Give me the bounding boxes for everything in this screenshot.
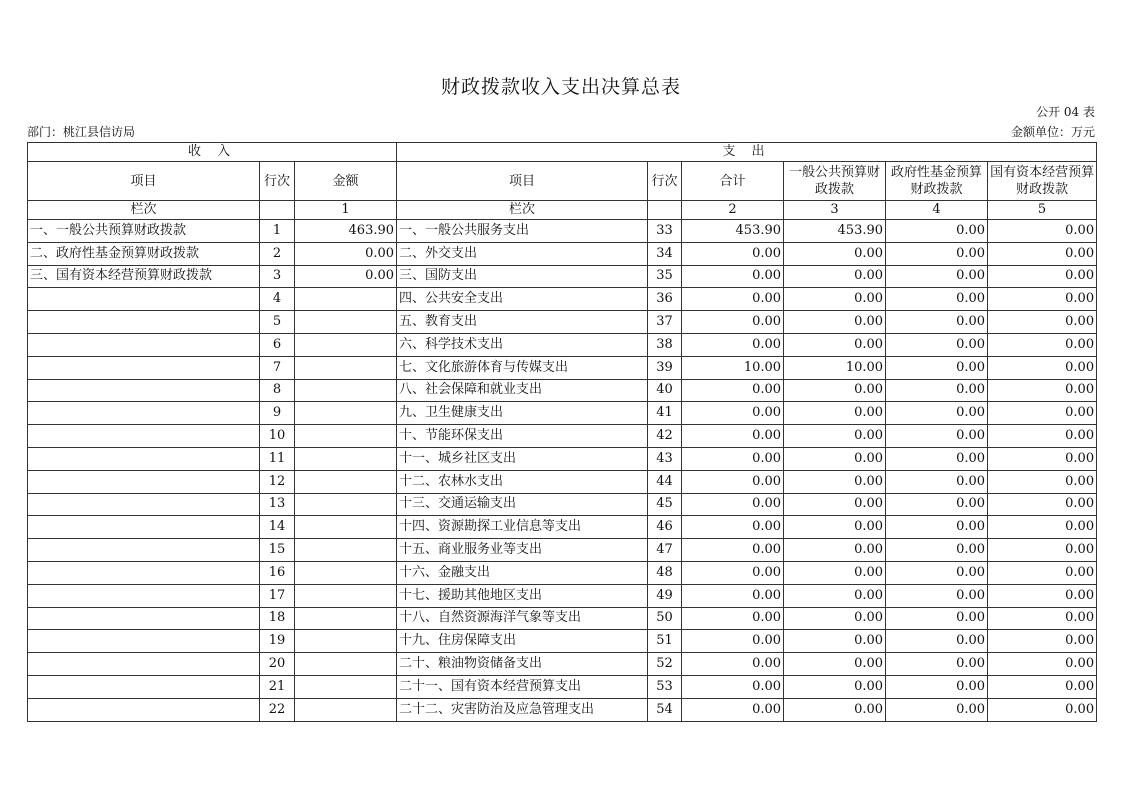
expense-line-cell: 54 xyxy=(648,698,682,721)
income-line-cell: 9 xyxy=(260,402,295,425)
income-item-cell xyxy=(28,425,260,448)
table-body xyxy=(28,220,1097,722)
income-amount-header: 金额 xyxy=(295,162,397,201)
total-cell: 0.00 xyxy=(682,333,784,356)
column-number-5: 5 xyxy=(988,201,1097,220)
total-cell: 0.00 xyxy=(682,493,784,516)
general-budget-cell: 0.00 xyxy=(784,630,886,653)
table-row xyxy=(28,288,1097,311)
state-capital-cell: 0.00 xyxy=(988,584,1097,607)
general-budget-cell: 10.00 xyxy=(784,356,886,379)
total-cell: 0.00 xyxy=(682,516,784,539)
income-amount-cell xyxy=(295,493,397,516)
income-amount-cell xyxy=(295,379,397,402)
table-row xyxy=(28,561,1097,584)
table-row xyxy=(28,311,1097,334)
expense-item-cell: 十二、农林水支出 xyxy=(397,470,648,493)
income-line-cell: 11 xyxy=(260,447,295,470)
income-line-cell: 2 xyxy=(260,242,295,265)
income-item-cell xyxy=(28,539,260,562)
expense-line-cell: 51 xyxy=(648,630,682,653)
expense-line-cell: 34 xyxy=(648,242,682,265)
income-amount-cell xyxy=(295,311,397,334)
expense-line-cell: 46 xyxy=(648,516,682,539)
income-line-cell: 13 xyxy=(260,493,295,516)
general-budget-cell: 0.00 xyxy=(784,470,886,493)
state-capital-cell: 0.00 xyxy=(988,379,1097,402)
column-number-3: 3 xyxy=(784,201,886,220)
expense-section-header: 支 出 xyxy=(397,143,1097,162)
expense-item-cell: 十九、住房保障支出 xyxy=(397,630,648,653)
income-amount-cell xyxy=(295,333,397,356)
income-line-cell: 20 xyxy=(260,653,295,676)
total-cell: 0.00 xyxy=(682,698,784,721)
income-line-cell: 18 xyxy=(260,607,295,630)
gov-fund-cell: 0.00 xyxy=(886,516,988,539)
expense-item-cell: 十五、商业服务业等支出 xyxy=(397,539,648,562)
income-item-cell xyxy=(28,584,260,607)
table-row xyxy=(28,265,1097,288)
section-header-row xyxy=(28,143,1097,162)
column-number-row xyxy=(28,201,1097,220)
income-item-cell xyxy=(28,447,260,470)
total-cell: 0.00 xyxy=(682,561,784,584)
income-item-cell: 三、国有资本经营预算财政拨款 xyxy=(28,265,260,288)
state-capital-cell: 0.00 xyxy=(988,630,1097,653)
total-cell: 0.00 xyxy=(682,584,784,607)
expense-line-cell: 44 xyxy=(648,470,682,493)
expense-line-cell: 33 xyxy=(648,220,682,243)
total-cell: 0.00 xyxy=(682,379,784,402)
income-line-cell: 3 xyxy=(260,265,295,288)
state-capital-cell: 0.00 xyxy=(988,447,1097,470)
column-header-row xyxy=(28,162,1097,201)
expense-item-cell: 三、国防支出 xyxy=(397,265,648,288)
total-cell: 453.90 xyxy=(682,220,784,243)
general-budget-cell: 453.90 xyxy=(784,220,886,243)
state-capital-cell: 0.00 xyxy=(988,516,1097,539)
income-line-cell: 14 xyxy=(260,516,295,539)
column-number-4: 4 xyxy=(886,201,988,220)
income-item-cell xyxy=(28,402,260,425)
total-cell: 0.00 xyxy=(682,242,784,265)
expense-item-cell: 十、节能环保支出 xyxy=(397,425,648,448)
expense-item-cell: 十七、援助其他地区支出 xyxy=(397,584,648,607)
income-line-cell: 6 xyxy=(260,333,295,356)
expense-line-cell: 48 xyxy=(648,561,682,584)
income-line-cell: 21 xyxy=(260,675,295,698)
income-item-cell xyxy=(28,470,260,493)
total-cell: 0.00 xyxy=(682,607,784,630)
income-amount-cell: 0.00 xyxy=(295,265,397,288)
expense-line-cell: 36 xyxy=(648,288,682,311)
total-cell: 0.00 xyxy=(682,447,784,470)
income-amount-cell xyxy=(295,356,397,379)
state-capital-cell: 0.00 xyxy=(988,402,1097,425)
total-cell: 0.00 xyxy=(682,425,784,448)
general-budget-cell: 0.00 xyxy=(784,311,886,334)
general-budget-cell: 0.00 xyxy=(784,675,886,698)
expense-line-cell: 45 xyxy=(648,493,682,516)
expense-line-cell: 38 xyxy=(648,333,682,356)
expense-line-cell: 39 xyxy=(648,356,682,379)
table-row xyxy=(28,607,1097,630)
income-section-header: 收 入 xyxy=(28,143,397,162)
expense-item-cell: 十八、自然资源海洋气象等支出 xyxy=(397,607,648,630)
table-row xyxy=(28,653,1097,676)
income-item-cell xyxy=(28,653,260,676)
state-capital-cell: 0.00 xyxy=(988,698,1097,721)
expense-line-cell: 50 xyxy=(648,607,682,630)
table-row xyxy=(28,333,1097,356)
column-label-left: 栏次 xyxy=(28,201,260,220)
gov-fund-cell: 0.00 xyxy=(886,653,988,676)
general-budget-cell: 0.00 xyxy=(784,447,886,470)
state-capital-cell: 0.00 xyxy=(988,265,1097,288)
state-capital-cell: 0.00 xyxy=(988,242,1097,265)
table-row xyxy=(28,356,1097,379)
form-number: 公开 04 表 xyxy=(1036,105,1095,119)
general-budget-cell: 0.00 xyxy=(784,561,886,584)
total-cell: 10.00 xyxy=(682,356,784,379)
gov-fund-cell: 0.00 xyxy=(886,220,988,243)
gov-fund-cell: 0.00 xyxy=(886,356,988,379)
department-label: 部门：桃江县信访局 xyxy=(27,125,136,139)
income-item-cell xyxy=(28,561,260,584)
expense-line-cell: 47 xyxy=(648,539,682,562)
income-item-cell: 一、一般公共预算财政拨款 xyxy=(28,220,260,243)
income-item-cell xyxy=(28,493,260,516)
general-budget-cell: 0.00 xyxy=(784,288,886,311)
income-line-cell: 4 xyxy=(260,288,295,311)
general-budget-cell: 0.00 xyxy=(784,493,886,516)
expense-line-cell: 52 xyxy=(648,653,682,676)
column-number-2: 2 xyxy=(682,201,784,220)
general-budget-cell: 0.00 xyxy=(784,584,886,607)
expense-item-cell: 八、社会保障和就业支出 xyxy=(397,379,648,402)
table-row xyxy=(28,630,1097,653)
income-line-cell: 10 xyxy=(260,425,295,448)
expense-line-cell: 35 xyxy=(648,265,682,288)
income-item-cell xyxy=(28,516,260,539)
income-line-cell: 5 xyxy=(260,311,295,334)
expense-item-cell: 五、教育支出 xyxy=(397,311,648,334)
expense-item-cell: 四、公共安全支出 xyxy=(397,288,648,311)
income-amount-cell xyxy=(295,470,397,493)
expense-line-cell: 49 xyxy=(648,584,682,607)
expense-line-header: 行次 xyxy=(648,162,682,201)
income-amount-cell xyxy=(295,630,397,653)
total-cell: 0.00 xyxy=(682,265,784,288)
income-item-cell xyxy=(28,311,260,334)
expense-item-cell: 九、卫生健康支出 xyxy=(397,402,648,425)
table-row xyxy=(28,493,1097,516)
income-line-cell: 15 xyxy=(260,539,295,562)
income-item-cell: 二、政府性基金预算财政拨款 xyxy=(28,242,260,265)
total-cell: 0.00 xyxy=(682,539,784,562)
total-cell: 0.00 xyxy=(682,288,784,311)
expense-item-cell: 七、文化旅游体育与传媒支出 xyxy=(397,356,648,379)
gov-fund-cell: 0.00 xyxy=(886,242,988,265)
general-budget-header: 一般公共预算财政拨款 xyxy=(784,162,886,201)
gov-fund-cell: 0.00 xyxy=(886,288,988,311)
table-row xyxy=(28,675,1097,698)
table-row xyxy=(28,698,1097,721)
income-line-cell: 8 xyxy=(260,379,295,402)
income-amount-cell xyxy=(295,653,397,676)
gov-fund-cell: 0.00 xyxy=(886,584,988,607)
income-item-cell xyxy=(28,356,260,379)
income-amount-cell xyxy=(295,447,397,470)
state-capital-cell: 0.00 xyxy=(988,333,1097,356)
gov-fund-cell: 0.00 xyxy=(886,379,988,402)
income-amount-cell xyxy=(295,561,397,584)
column-number-blank xyxy=(648,201,682,220)
gov-fund-cell: 0.00 xyxy=(886,561,988,584)
gov-fund-cell: 0.00 xyxy=(886,675,988,698)
income-item-cell xyxy=(28,630,260,653)
total-cell: 0.00 xyxy=(682,653,784,676)
expense-item-cell: 二十一、国有资本经营预算支出 xyxy=(397,675,648,698)
income-amount-cell: 463.90 xyxy=(295,220,397,243)
expense-item-cell: 六、科学技术支出 xyxy=(397,333,648,356)
table-row xyxy=(28,447,1097,470)
income-line-cell: 7 xyxy=(260,356,295,379)
table-row xyxy=(28,242,1097,265)
gov-fund-cell: 0.00 xyxy=(886,630,988,653)
income-line-header: 行次 xyxy=(260,162,295,201)
gov-fund-cell: 0.00 xyxy=(886,698,988,721)
state-capital-cell: 0.00 xyxy=(988,675,1097,698)
gov-fund-cell: 0.00 xyxy=(886,607,988,630)
income-item-cell xyxy=(28,675,260,698)
amount-unit-label: 金额单位：万元 xyxy=(1010,125,1095,139)
column-label-right: 栏次 xyxy=(397,201,648,220)
state-capital-cell: 0.00 xyxy=(988,470,1097,493)
income-line-cell: 1 xyxy=(260,220,295,243)
income-amount-cell xyxy=(295,584,397,607)
expense-item-cell: 十一、城乡社区支出 xyxy=(397,447,648,470)
income-amount-cell: 0.00 xyxy=(295,242,397,265)
gov-fund-cell: 0.00 xyxy=(886,425,988,448)
income-amount-cell xyxy=(295,539,397,562)
state-capital-cell: 0.00 xyxy=(988,425,1097,448)
general-budget-cell: 0.00 xyxy=(784,242,886,265)
column-number-blank xyxy=(260,201,295,220)
total-cell: 0.00 xyxy=(682,470,784,493)
general-budget-cell: 0.00 xyxy=(784,402,886,425)
total-cell: 0.00 xyxy=(682,630,784,653)
expense-line-cell: 40 xyxy=(648,379,682,402)
report-title: 财政拨款收入支出决算总表 xyxy=(440,76,681,98)
gov-fund-cell: 0.00 xyxy=(886,470,988,493)
income-amount-cell xyxy=(295,425,397,448)
gov-fund-cell: 0.00 xyxy=(886,265,988,288)
income-item-cell xyxy=(28,288,260,311)
income-amount-cell xyxy=(295,698,397,721)
general-budget-cell: 0.00 xyxy=(784,539,886,562)
state-capital-cell: 0.00 xyxy=(988,561,1097,584)
table-row xyxy=(28,470,1097,493)
table-row xyxy=(28,379,1097,402)
expense-line-cell: 53 xyxy=(648,675,682,698)
expense-item-cell: 二十二、灾害防治及应急管理支出 xyxy=(397,698,648,721)
general-budget-cell: 0.00 xyxy=(784,607,886,630)
income-line-cell: 12 xyxy=(260,470,295,493)
general-budget-cell: 0.00 xyxy=(784,425,886,448)
state-capital-cell: 0.00 xyxy=(988,220,1097,243)
income-amount-cell xyxy=(295,675,397,698)
general-budget-cell: 0.00 xyxy=(784,653,886,676)
expense-line-cell: 37 xyxy=(648,311,682,334)
expense-item-cell: 十六、金融支出 xyxy=(397,561,648,584)
general-budget-cell: 0.00 xyxy=(784,516,886,539)
state-capital-cell: 0.00 xyxy=(988,493,1097,516)
state-capital-header: 国有资本经营预算财政拨款 xyxy=(988,162,1097,201)
income-amount-cell xyxy=(295,607,397,630)
gov-fund-cell: 0.00 xyxy=(886,493,988,516)
table-row xyxy=(28,539,1097,562)
expense-line-cell: 43 xyxy=(648,447,682,470)
income-line-cell: 16 xyxy=(260,561,295,584)
income-item-cell xyxy=(28,379,260,402)
income-item-header: 项目 xyxy=(28,162,260,201)
general-budget-cell: 0.00 xyxy=(784,265,886,288)
income-item-cell xyxy=(28,698,260,721)
table-row xyxy=(28,516,1097,539)
column-number-1: 1 xyxy=(295,201,397,220)
expense-item-cell: 二十、粮油物资储备支出 xyxy=(397,653,648,676)
income-line-cell: 17 xyxy=(260,584,295,607)
gov-fund-cell: 0.00 xyxy=(886,311,988,334)
income-amount-cell xyxy=(295,402,397,425)
gov-fund-cell: 0.00 xyxy=(886,333,988,356)
state-capital-cell: 0.00 xyxy=(988,607,1097,630)
total-cell: 0.00 xyxy=(682,311,784,334)
gov-fund-header: 政府性基金预算财政拨款 xyxy=(886,162,988,201)
income-item-cell xyxy=(28,333,260,356)
state-capital-cell: 0.00 xyxy=(988,356,1097,379)
state-capital-cell: 0.00 xyxy=(988,288,1097,311)
table-row xyxy=(28,425,1097,448)
gov-fund-cell: 0.00 xyxy=(886,447,988,470)
income-amount-cell xyxy=(295,516,397,539)
income-item-cell xyxy=(28,607,260,630)
state-capital-cell: 0.00 xyxy=(988,311,1097,334)
income-amount-cell xyxy=(295,288,397,311)
state-capital-cell: 0.00 xyxy=(988,653,1097,676)
general-budget-cell: 0.00 xyxy=(784,379,886,402)
table-row xyxy=(28,220,1097,243)
expense-item-cell: 二、外交支出 xyxy=(397,242,648,265)
income-line-cell: 22 xyxy=(260,698,295,721)
expense-item-cell: 十三、交通运输支出 xyxy=(397,493,648,516)
budget-summary-table xyxy=(27,142,1097,722)
expense-item-header: 项目 xyxy=(397,162,648,201)
total-header: 合计 xyxy=(682,162,784,201)
general-budget-cell: 0.00 xyxy=(784,333,886,356)
expense-line-cell: 41 xyxy=(648,402,682,425)
state-capital-cell: 0.00 xyxy=(988,539,1097,562)
income-line-cell: 19 xyxy=(260,630,295,653)
gov-fund-cell: 0.00 xyxy=(886,402,988,425)
total-cell: 0.00 xyxy=(682,675,784,698)
expense-line-cell: 42 xyxy=(648,425,682,448)
expense-item-cell: 一、一般公共服务支出 xyxy=(397,220,648,243)
table-row xyxy=(28,402,1097,425)
total-cell: 0.00 xyxy=(682,402,784,425)
general-budget-cell: 0.00 xyxy=(784,698,886,721)
gov-fund-cell: 0.00 xyxy=(886,539,988,562)
table-row xyxy=(28,584,1097,607)
expense-item-cell: 十四、资源勘探工业信息等支出 xyxy=(397,516,648,539)
